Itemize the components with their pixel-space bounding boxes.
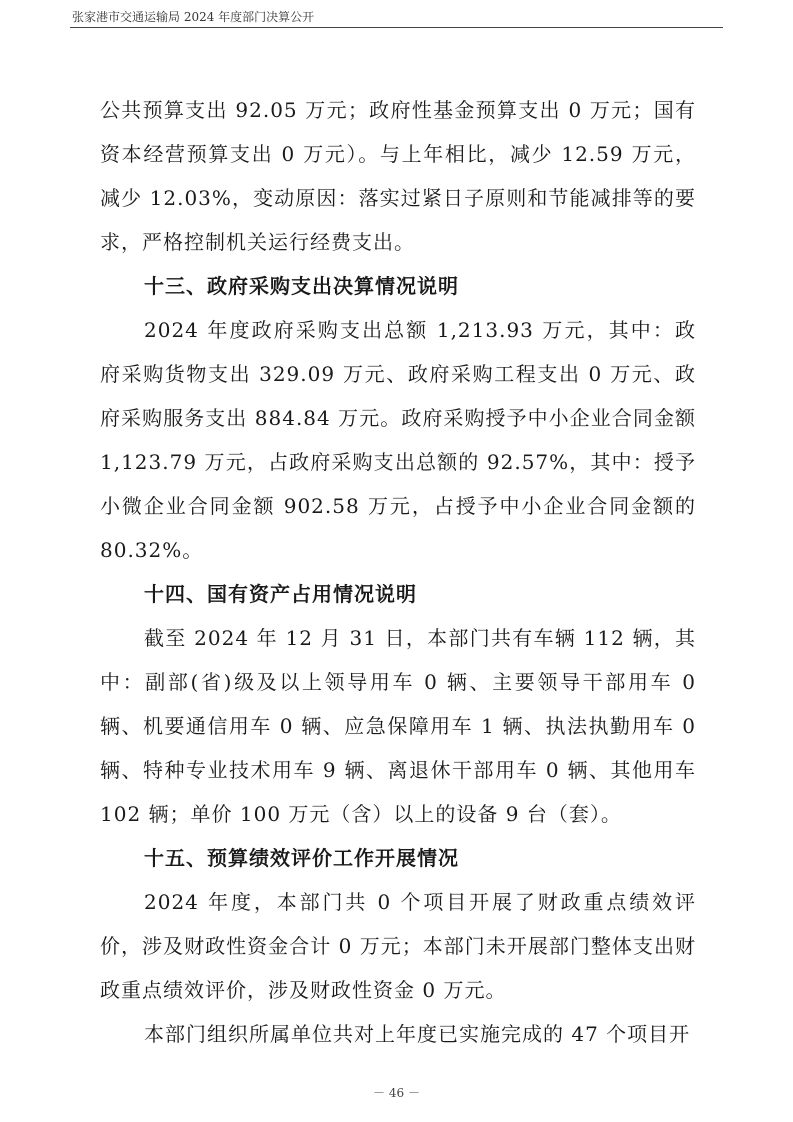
section-heading-13: 十三、政府采购支出决算情况说明 <box>144 274 459 298</box>
section-heading-14: 十四、国有资产占用情况说明 <box>144 582 417 606</box>
document-body <box>100 88 696 1056</box>
paragraph-continuation: 公共预算支出 92.05 万元；政府性基金预算支出 0 万元；国有资本经营预算支出 0 万元）。与上年相比，减少 12.59 万元，减少 12.03%，变动原因：落实过紧日子原则和节能减排等的要求，严格控制机关运行经费支出。 <box>100 98 696 254</box>
document-header: 张家港市交通运输局 2024 年度部门决算公开 <box>72 10 315 24</box>
paragraph-performance-eval: 2024 年度，本部门共 0 个项目开展了财政重点绩效评价，涉及财政性资金合计 0 万元；本部门未开展部门整体支出财政重点绩效评价，涉及财政性资金 0 万元。 <box>100 890 696 1002</box>
paragraph-procurement: 2024 年度政府采购支出总额 1,213.93 万元，其中：政府采购货物支出 329.09 万元、政府采购工程支出 0 万元、政府采购服务支出 884.84 万元。政府采购授予中小企业合同金额 1,123.79 万元，占政府采购支出总额的 92.57%，其中：授予小微企业合同金额 902.58 万元，占授予中小企业合同金额的 80.32%。 <box>100 318 696 562</box>
section-heading-15: 十五、预算绩效评价工作开展情况 <box>144 846 459 870</box>
paragraph-project-eval: 本部门组织所属单位共对上年度已实施完成的 47 个项目开 <box>144 1022 691 1046</box>
header-divider <box>70 27 723 28</box>
paragraph-state-assets: 截至 2024 年 12 月 31 日，本部门共有车辆 112 辆，其中：副部(省)级及以上领导用车 0 辆、主要领导干部用车 0 辆、机要通信用车 0 辆、应急保障用车 1 辆、执法执勤用车 0 辆、特种专业技术用车 9 辆、离退休干部用车 0 辆、其他用车 102 辆；单价 100 万元（含）以上的设备 9 台（套）。 <box>100 626 696 826</box>
page-number: － 46 － <box>373 1086 420 1100</box>
